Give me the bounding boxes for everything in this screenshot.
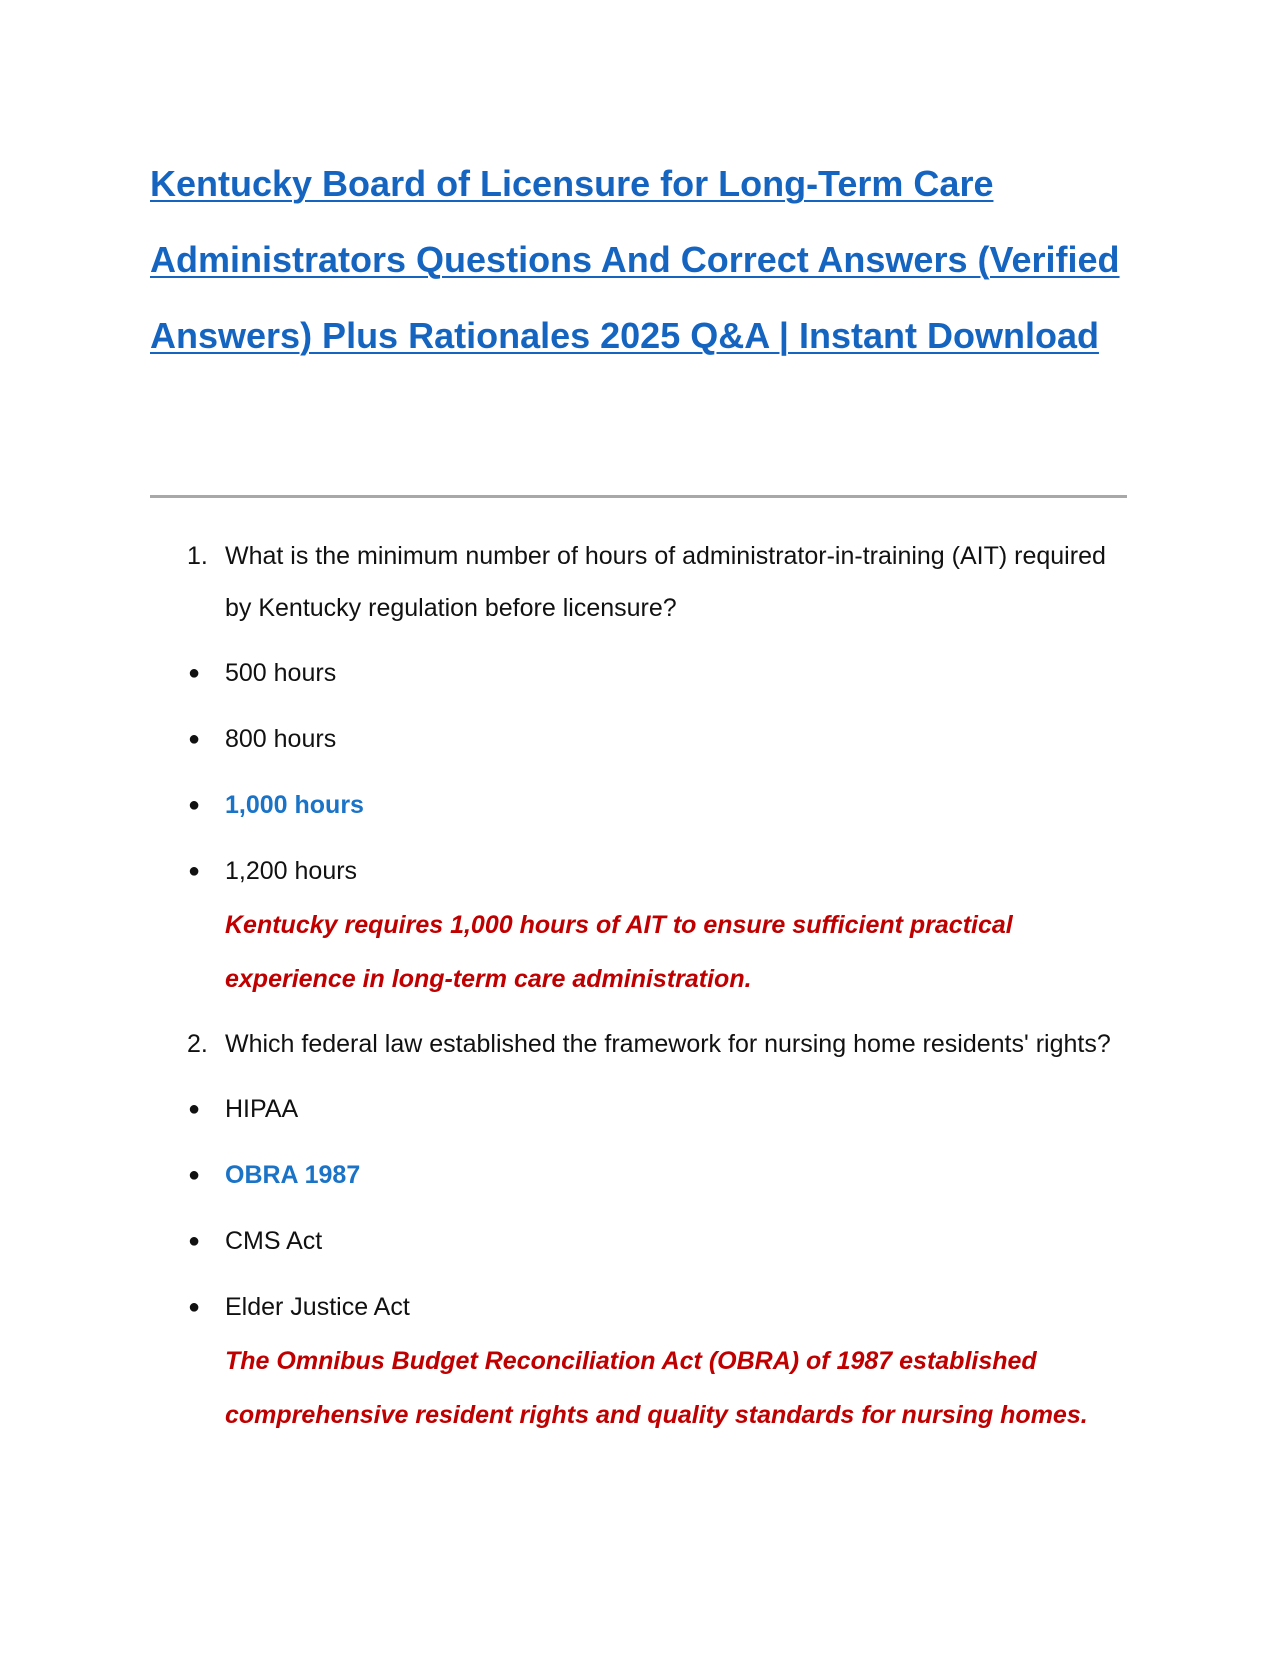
question-prompt: What is the minimum number of hours of administrator-in-training (AIT) required by Kentucky regulation before licensure? (225, 542, 1106, 622)
question-text (0, 530, 1280, 634)
question-1 (0, 530, 1280, 1006)
document-title (150, 146, 1150, 374)
answer-option-text: 1,200 hours (225, 857, 358, 885)
answer-option (0, 1214, 1280, 1268)
question-number: 1. (187, 542, 208, 570)
answer-option-text: Elder Justice Act (225, 1293, 410, 1321)
rationale-text: The Omnibus Budget Reconciliation Act (OBRA) of 1987 established comprehensive resident rights and quality standards for nursing homes. (225, 1347, 1088, 1429)
question-list (0, 530, 1280, 1454)
rationale-text: Kentucky requires 1,000 hours of AIT to ensure sufficient practical experience in long-term care administration. (225, 911, 1013, 993)
question-number: 2. (187, 1030, 208, 1058)
correct-answer-text: OBRA 1987 (225, 1161, 361, 1189)
answer-option-text: 500 hours (225, 659, 337, 687)
bullet-icon: ● (188, 728, 201, 750)
bullet-icon: ● (188, 1164, 201, 1186)
question-text (0, 1018, 1280, 1070)
answer-option (0, 646, 1280, 700)
bullet-icon: ● (188, 1098, 201, 1120)
bullet-icon: ● (188, 1296, 201, 1318)
bullet-icon: ● (188, 662, 201, 684)
answer-option (0, 1280, 1280, 1334)
answer-option (0, 1082, 1280, 1136)
bullet-icon: ● (188, 860, 201, 882)
title-link[interactable]: Kentucky Board of Licensure for Long-Term Care Administrators Questions And Correct Answers (Verified Answers) Plus Rationales 2025 Q&A | Instant Download (150, 163, 1120, 356)
bullet-icon: ● (188, 1230, 201, 1252)
question-2 (0, 1018, 1280, 1442)
answer-option (0, 844, 1280, 898)
correct-answer-option (0, 778, 1280, 832)
correct-answer-text: 1,000 hours (225, 791, 364, 819)
bullet-icon: ● (188, 794, 201, 816)
question-prompt: Which federal law established the framework for nursing home residents' rights? (225, 1030, 1111, 1058)
answer-option-text: 800 hours (225, 725, 337, 753)
correct-answer-option (0, 1148, 1280, 1202)
answer-option-text: CMS Act (225, 1227, 323, 1255)
horizontal-divider (150, 495, 1127, 498)
answer-option (0, 712, 1280, 766)
answer-option-text: HIPAA (225, 1095, 299, 1123)
